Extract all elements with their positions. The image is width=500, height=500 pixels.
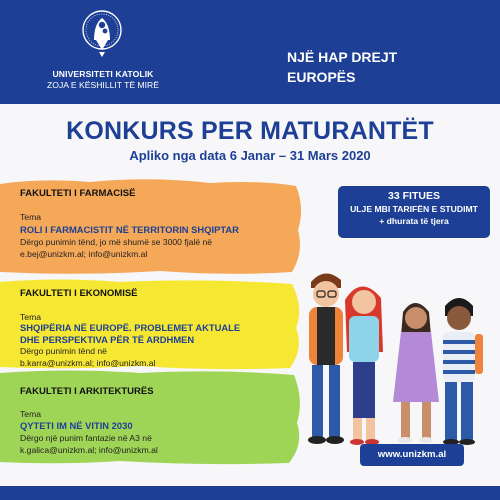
header-banner [0,0,500,104]
bottom-bar [0,486,500,500]
faculty-topic [20,322,240,346]
tagline [287,47,397,87]
faculty-instructions [20,236,212,260]
faculty-instructions [20,345,155,369]
tagline-line-1: NJË HAP DREJT [287,49,398,65]
student-boy-striped-shirt [443,298,483,445]
faculty-topic-label: Tema [20,409,42,419]
prize-badge [338,186,490,238]
university-logo-icon [80,6,124,60]
student-girl-purple-dress [393,303,439,443]
topic-line: QYTETI IM NË VITIN 2030 [20,420,133,431]
student-girl-red-hair [345,286,383,445]
faculty-topic [20,224,239,236]
email-line: k.galica@unizkm.al; info@unizkm.al [20,445,158,455]
email-line: e.bej@unizkm.al; info@unizkm.al [20,249,148,259]
page-title: KONKURS PER MATURANTËT [66,117,434,145]
topic-line: SHQIPËRIA NË EUROPË. PROBLEMET AKTUALE [20,322,241,333]
website-link[interactable]: www.unizkm.al [360,444,464,466]
faculty-name-economics: FAKULTETI I EKONOMISË [20,288,138,299]
instruction-line: Dërgo punimin tënd, jo më shumë se 3000 fjalë në [20,237,213,247]
page-subtitle: Apliko nga data 6 Janar – 31 Mars 2020 [129,148,371,163]
faculty-name-architecture: FAKULTETI I ARKITEKTURËS [20,386,154,397]
instruction-line: Dërgo një punim fantazie në A3 në [20,433,152,443]
topic-line: DHE PERSPEKTIVA PËR TË ARDHMEN [20,334,195,345]
students-illustration [295,262,495,462]
email-line: b.karra@unizkm.al; info@unizkm.al [20,358,156,368]
faculty-topic-label: Tema [20,312,42,322]
faculty-topic [20,420,133,432]
topic-line: ROLI I FARMACISTIT NË TERRITORIN SHQIPTAR [20,224,239,235]
student-boy-glasses [308,273,344,444]
prize-winners: 33 FITUES [388,190,440,202]
faculty-instructions [20,432,158,456]
prize-gifts: + dhurata të tjera [379,216,449,226]
prize-discount: ULJE MBI TARIFËN E STUDIMT [350,204,478,214]
university-subtitle: ZOJA E KËSHILLIT TË MIRË [47,80,159,90]
university-name: UNIVERSITETI KATOLIK [52,69,154,79]
faculty-name-pharmacy: FAKULTETI I FARMACISË [20,188,136,199]
instruction-line: Dërgo punimin tënd në [20,346,107,356]
faculty-topic-label: Tema [20,212,42,222]
tagline-line-2: EUROPËS [287,69,356,85]
